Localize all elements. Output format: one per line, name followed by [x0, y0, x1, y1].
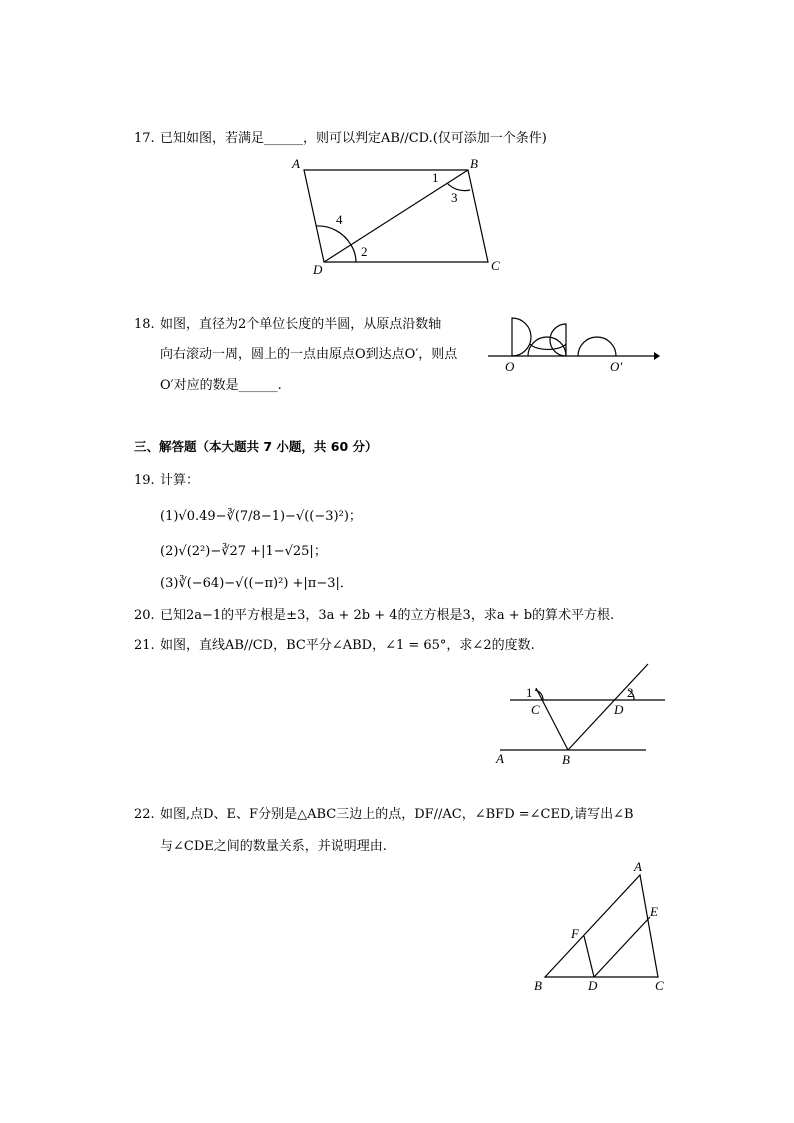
q19-text: 计算：	[160, 473, 200, 488]
q21-text: 如图，直线AB//CD，BC平分∠ABD，∠1 = 65°，求∠2的度数.	[160, 638, 535, 653]
q18-line3: O′对应的数是______.	[160, 378, 282, 393]
q22-segment-df	[584, 936, 594, 977]
q21-label-b: B	[562, 752, 570, 767]
q21-angle-1: 1	[526, 685, 533, 700]
q22-number: 22.	[134, 807, 155, 822]
q21-label-a: A	[496, 751, 504, 766]
q18-line2: 向右滚动一周，圆上的一点由原点O到达点O′，则点	[160, 347, 458, 362]
q19-part1: (1)√0.49−∛(7/8−1)−√((−3)²)；	[160, 509, 362, 524]
q17-number: 17.	[134, 131, 155, 146]
q21-label-d: D	[614, 702, 624, 717]
q22-label-b: B	[534, 978, 542, 993]
section3-title: 三、解答题（本大题共 7 小题，共 60 分）	[134, 439, 378, 454]
q22-label-d: D	[588, 978, 598, 993]
q18-number: 18.	[134, 317, 155, 332]
q22-label-a: A	[634, 859, 642, 874]
q21-number: 21.	[134, 638, 155, 653]
q17-label-c: C	[491, 258, 500, 273]
q17-text: 已知如图，若满足______，则可以判定AB//CD.(仅可添加一个条件)	[160, 131, 547, 146]
q17-angle-4: 4	[336, 212, 343, 227]
q20-text: 已知2a−1的平方根是±3，3a + 2b + 4的立方根是3，求a + b的算术平方根.	[160, 608, 615, 623]
q19-part3: (3)∛(−64)−√((−π)²) +|π−3|．	[160, 576, 353, 591]
q21-label-c: C	[531, 702, 540, 717]
q17-label-b: B	[470, 156, 478, 171]
q18-line1: 如图，直径为2个单位长度的半圆，从原点沿数轴	[160, 317, 442, 332]
q18-label-o: O	[505, 359, 515, 374]
q19-part2: (2)√(2²)−∛27 +|1−√25|；	[160, 544, 327, 559]
q22-label-e: E	[650, 904, 658, 919]
q22-label-f: F	[571, 926, 579, 941]
q22-segment-de	[594, 917, 650, 977]
q22-label-c: C	[655, 978, 664, 993]
q20-number: 20.	[134, 608, 155, 623]
q21-angle-2: 2	[627, 685, 634, 700]
q17-angle-1: 1	[432, 170, 439, 185]
q22-line2: 与∠CDE之间的数量关系，并说明理由.	[160, 839, 387, 854]
q19-number: 19.	[134, 473, 155, 488]
q18-label-o-prime: O′	[610, 359, 623, 374]
q17-angle-3: 3	[451, 190, 458, 205]
q22-line1: 如图,点D、E、F分别是△ABC三边上的点，DF//AC，∠BFD =∠CED,请写出∠B	[160, 807, 634, 822]
q17-label-d: D	[313, 262, 323, 277]
q17-angle-2: 2	[361, 244, 368, 259]
q17-label-a: A	[292, 156, 300, 171]
